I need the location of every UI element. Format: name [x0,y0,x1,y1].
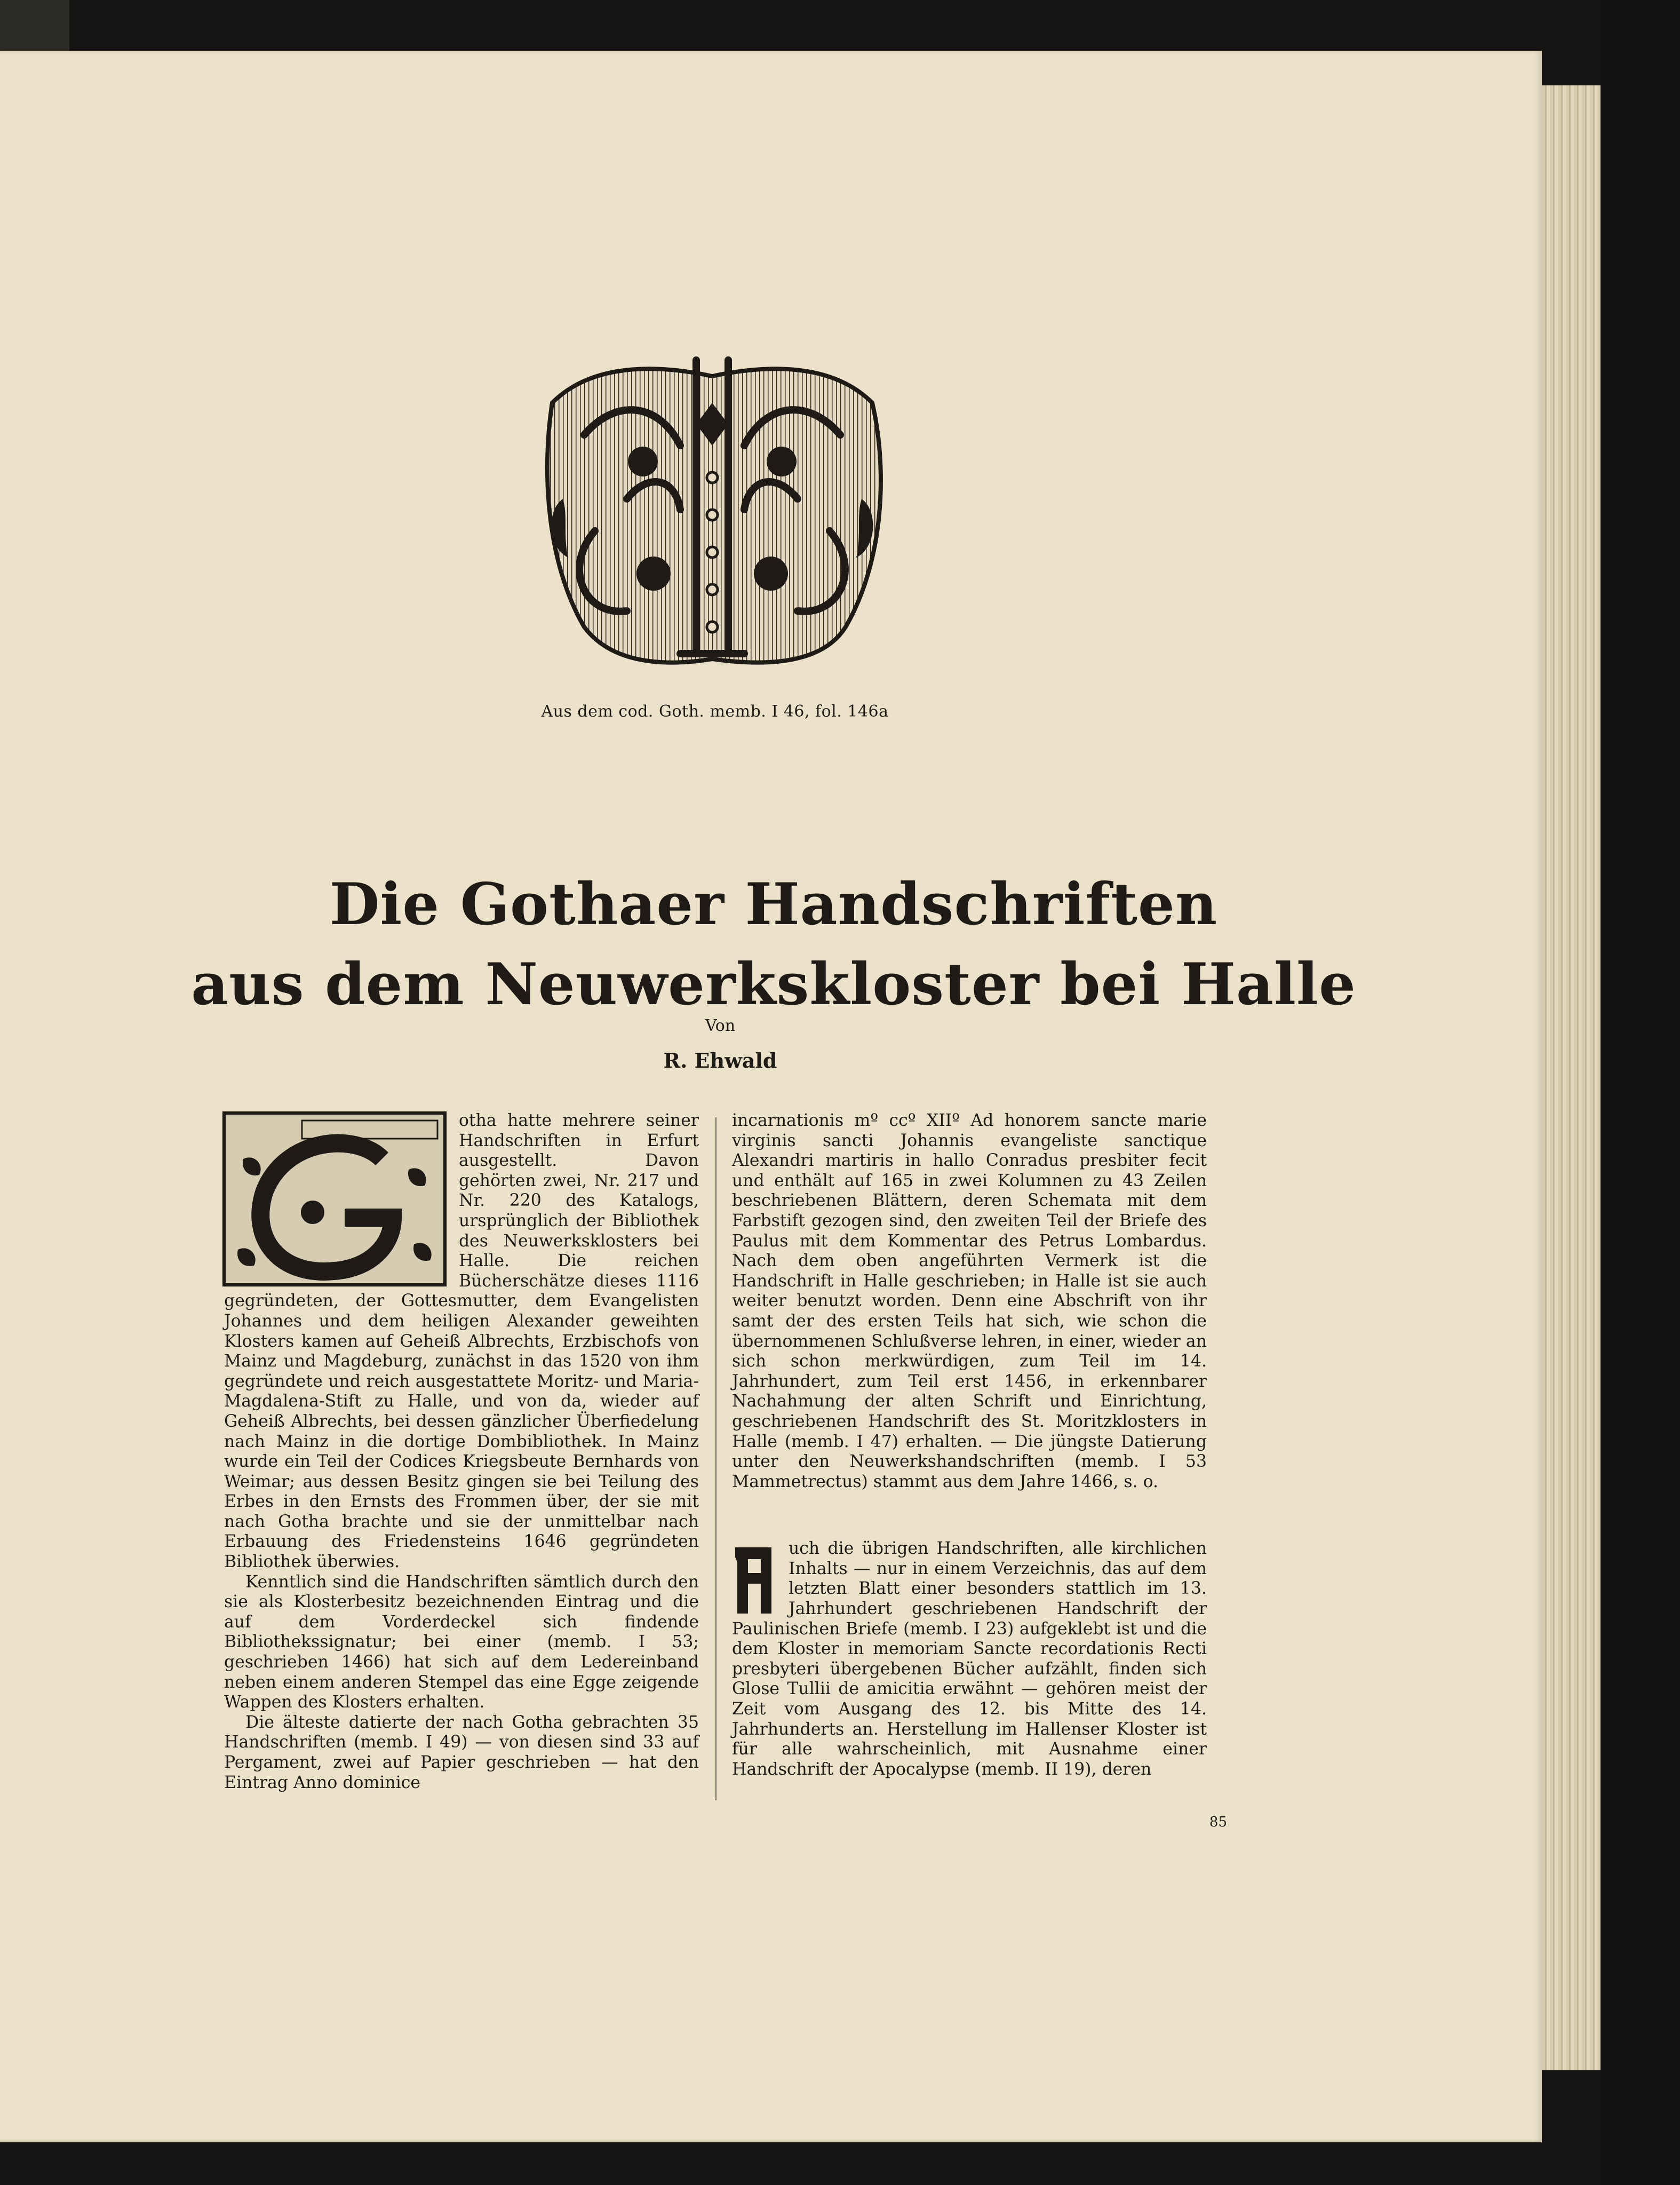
article-title [107,864,1440,1024]
left-column [224,1111,699,1793]
left-paragraph-1: otha hatte mehrere seiner Handschriften in Erfurt ausgestellt. Davon gehörten zwei, Nr. 217 und Nr. 220 des Katalogs, ursprünglich der Bibliothek des Neuwerksklosters bei Halle. Die reichen Bücherschätze dieses 1116 gegründeten, der Gottesmutter, dem Evangelisten Johannes und dem heiligen Alexander geweihten Klosters kamen auf Geheiß Albrechts, Erzbischofs von Mainz und Magdeburg, zunächst in das 1520 von ihm gegründete und reich ausgestattete Moritz- und Maria-Magdalena-Stift zu Halle, und von da, wieder auf Geheiß Albrechts, bei dessen gänzlicher Überfiedelung nach Mainz in die dortige Dombibliothek. In Mainz wurde ein Teil der Codices Kriegsbeute Bernhards von Weimar; aus dessen Besitz gingen sie bei Teilung des Erbes in den Ernsts des Frommen über, der sie mit nach Gotha brachte und sie der unmittelbar nach Erbauung des Friedensteins 1646 gegründeten Bibliothek überwies. [224,1111,699,1572]
title-line-2: aus dem Neuwerkskloster bei Halle [191,951,1356,1018]
dropcap-a-letter: A [755,1611,756,1612]
right-paragraph-1: incarnationis mº ccº XIIº Ad honorem sancte marie virginis sancti Johannis evangeliste sanctique Alexandri martiris in hallo Conradus presbiter fecit und enthält auf 165 in zwei Kolumnen zu 43 Zeilen beschriebenen Blättern, deren Schemata mit dem Farbstift gezogen sind, den zweiten Teil der Briefe des Paulus mit dem Kommentar des Petrus Lombardus. Nach dem oben angeführten Vermerk ist die Handschrift in Halle geschrieben; in Halle ist sie auch weiter benutzt worden. Denn eine Abschrift von ihr samt der des ersten Teils hat sich, wie schon die übernommenen Schlußverse lehren, in einer, wieder an sich schon merkwürdigen, zum Teil im 14. Jahrhundert, zum Teil erst 1456, in erkennbarer Nachahmung der alten Schrift und Einrichtung, geschriebenen Handschrift des St. Moritzklosters in Halle (memb. I 47) erhalten. — Die jüngste Datierung unter den Neuwerkshandschriften (memb. I 53 Mammetrectus) stammt aus dem Jahre 1466, s. o. [732,1111,1207,1491]
author-name: R. Ehwald [663,1048,777,1072]
left-paragraph-2: Kenntlich sind die Handschriften sämtlich durch den sie als Klosterbesitz bezeichnenden Eintrag und die auf dem Vorderdeckel sich findende Bibliothekssignatur; bei einer (memb. I 53; geschrieben 1466) hat sich auf dem Ledereinband neben einem anderen Stempel das eine Egge zeigende Wappen des Klosters erhalten. [224,1572,699,1712]
right-column [732,1111,1207,1779]
paragraph-gap [732,1492,1207,1539]
column-separator [715,1117,716,1800]
page-number: 85 [1209,1814,1227,1830]
right-paragraph-2 [732,1539,1207,1779]
title-line-1: Die Gothaer Handschriften [329,871,1218,938]
ornament-illustration [520,339,904,686]
dropcap-a-glyph [732,1541,779,1616]
left-paragraph-3: Die älteste datierte der nach Gotha gebrachten 35 Handschriften (memb. I 49) — von diesen sind 33 auf Pergament, zwei auf Papier geschrieben — hat den Eintrag Anno dominice [224,1712,699,1792]
page-edges [1542,85,1601,2070]
byline-von: Von [705,1016,736,1035]
scan-background [1601,0,1680,2185]
scan-corner [0,0,69,53]
dropcap-g-illustration [222,1111,447,1287]
dropcap-a [732,1541,779,1616]
right-paragraph-2-text: uch die übrigen Handschriften, alle kirchlichen Inhalts — nur in einem Verzeichnis, das auf dem letzten Blatt einer besonders stattlich im 13. Jahrhundert geschriebenen Handschrift der Paulinischen Briefe (memb. I 23) aufgeklebt ist und die dem Kloster in memoriam Sancte recordationis Recti presbyteri übergebenen Bücher aufzählt, finden sich Glose Tullii de amicitia erwähnt — gehören meist der Zeit vom Ausgang des 12. bis Mitte des 14. Jahrhunderts an. Herstellung im Hallenser Kloster ist für alle wahrscheinlich, mit Ausnahme einer Handschrift der Apocalypse (memb. II 19), deren [732,1539,1207,1779]
ornament-caption: Aus dem cod. Goth. memb. I 46, fol. 146a [541,702,889,721]
